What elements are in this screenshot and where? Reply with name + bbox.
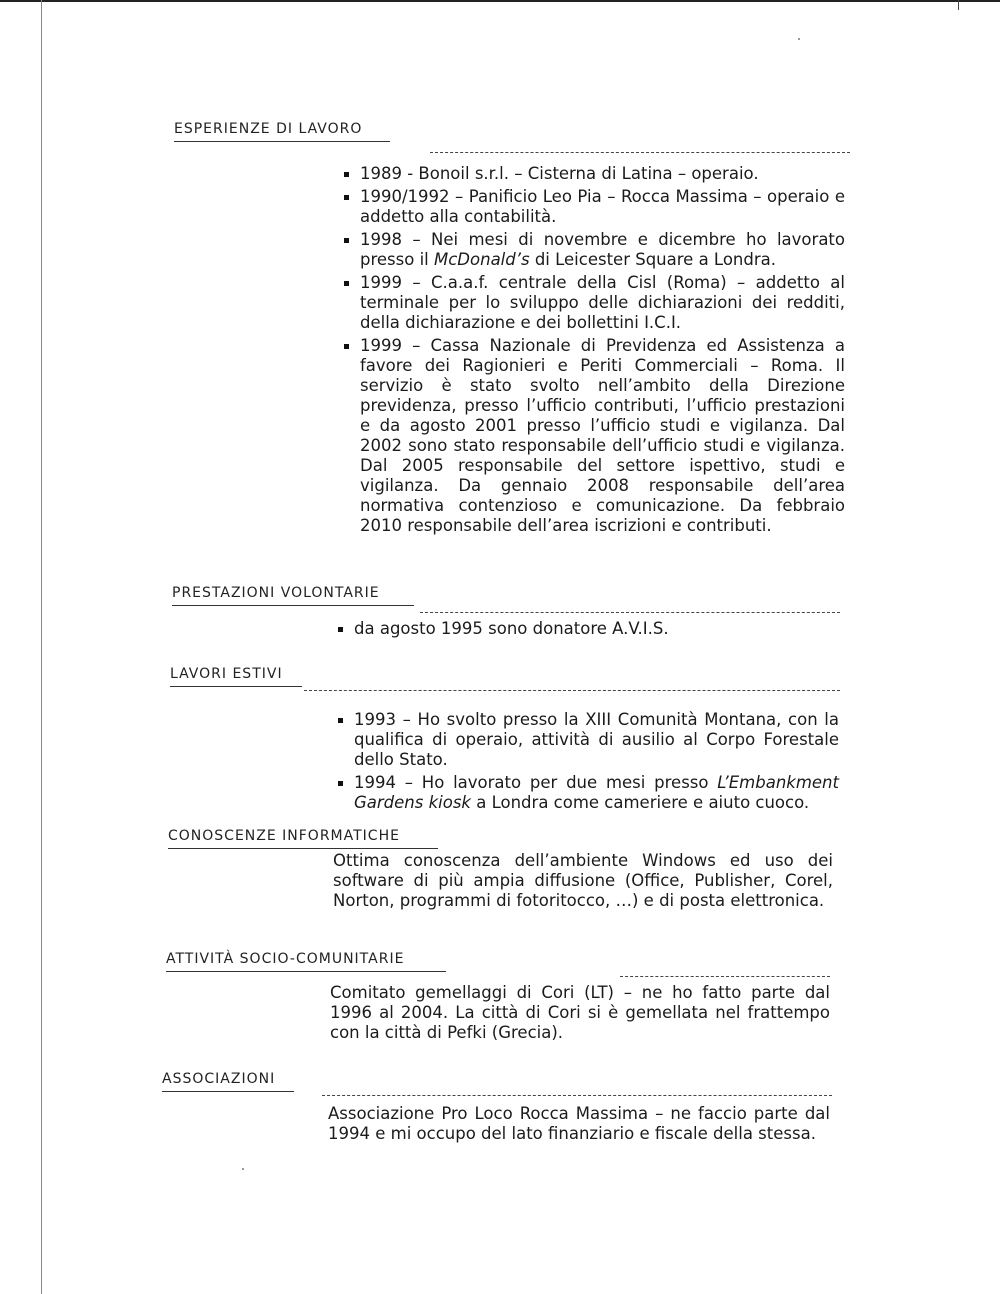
scan-speck xyxy=(242,1168,244,1170)
heading-underline xyxy=(170,686,302,687)
section-rule xyxy=(620,976,830,977)
list-item: 1989 - Bonoil s.r.l. – Cisterna di Latina – operaio. xyxy=(340,164,845,184)
associations-text: Associazione Pro Loco Rocca Massima – ne faccio parte dal 1994 e mi occupo del lato finanziario e fiscale della stessa. xyxy=(328,1104,830,1143)
list-item: 1999 – C.a.a.f. centrale della Cisl (Roma) – addetto al terminale per lo sviluppo delle dichiarazioni dei redditi, della dichiarazione e dei bollettini I.C.I. xyxy=(340,273,845,333)
section-heading-associations: ASSOCIAZIONI xyxy=(162,1071,276,1087)
heading-underline xyxy=(174,141,390,142)
community-text: Comitato gemellaggi di Cori (LT) – ne ho fatto parte dal 1996 al 2004. La città di Cori si è gemellata nel frattempo con la città di Pefki (Grecia). xyxy=(330,983,830,1042)
summer-list xyxy=(334,710,839,816)
list-item: 1993 – Ho svolto presso la XIII Comunità Montana, con la qualifica di operaio, attività di ausilio al Corpo Forestale dello Stato. xyxy=(334,710,839,770)
scan-border-right xyxy=(958,0,959,10)
list-item: 1990/1992 – Panificio Leo Pia – Rocca Massima – operaio e addetto alla contabilità. xyxy=(340,187,845,227)
scan-border-top xyxy=(0,0,1000,2)
heading-underline xyxy=(172,605,414,606)
volunteer-list xyxy=(334,619,839,642)
section-heading-it-skills: CONOSCENZE INFORMATICHE xyxy=(168,828,400,844)
section-rule xyxy=(430,152,850,153)
work-list xyxy=(340,164,845,539)
section-heading-community: ATTIVITÀ SOCIO-COMUNITARIE xyxy=(166,951,405,967)
section-heading-summer: LAVORI ESTIVI xyxy=(170,666,283,682)
it-skills-text: Ottima conoscenza dell’ambiente Windows ed uso dei software di più ampia diffusione (Office, Publisher, Corel, Norton, programmi di fotoritocco, …) e di posta elettronica. xyxy=(333,851,833,910)
section-rule xyxy=(420,612,840,613)
list-item: 1998 – Nei mesi di novembre e dicembre ho lavorato presso il McDonald’s di Leicester Square a Londra. xyxy=(340,230,845,270)
list-item: 1999 – Cassa Nazionale di Previdenza ed Assistenza a favore dei Ragionieri e Periti Commerciali – Roma. Il servizio è stato svolto nell’ambito della Direzione previdenza, presso l’ufficio contributi, l’ufficio prestazioni e da agosto 2001 presso l’ufficio studi e vigilanza. Dal 2002 sono stato responsabile dell’ufficio studi e vigilanza. Dal 2005 responsabile del settore ispettivo, studi e vigilanza. Da gennaio 2008 responsabile dell’area normativa contenzioso e comunicazione. Da febbraio 2010 responsabile dell’area iscrizioni e contributi. xyxy=(340,336,845,536)
section-rule xyxy=(304,690,840,691)
heading-underline xyxy=(166,971,446,972)
list-item: da agosto 1995 sono donatore A.V.I.S. xyxy=(334,619,839,639)
section-heading-volunteer: PRESTAZIONI VOLONTARIE xyxy=(172,585,380,601)
section-rule xyxy=(322,1095,832,1096)
scan-border-left xyxy=(41,0,42,1294)
heading-underline xyxy=(162,1091,294,1092)
list-item: 1994 – Ho lavorato per due mesi presso L’Embankment Gardens kiosk a Londra come cameriere e aiuto cuoco. xyxy=(334,773,839,813)
heading-underline xyxy=(168,848,438,849)
scan-speck xyxy=(798,38,800,40)
section-heading-work: ESPERIENZE DI LAVORO xyxy=(174,121,363,137)
